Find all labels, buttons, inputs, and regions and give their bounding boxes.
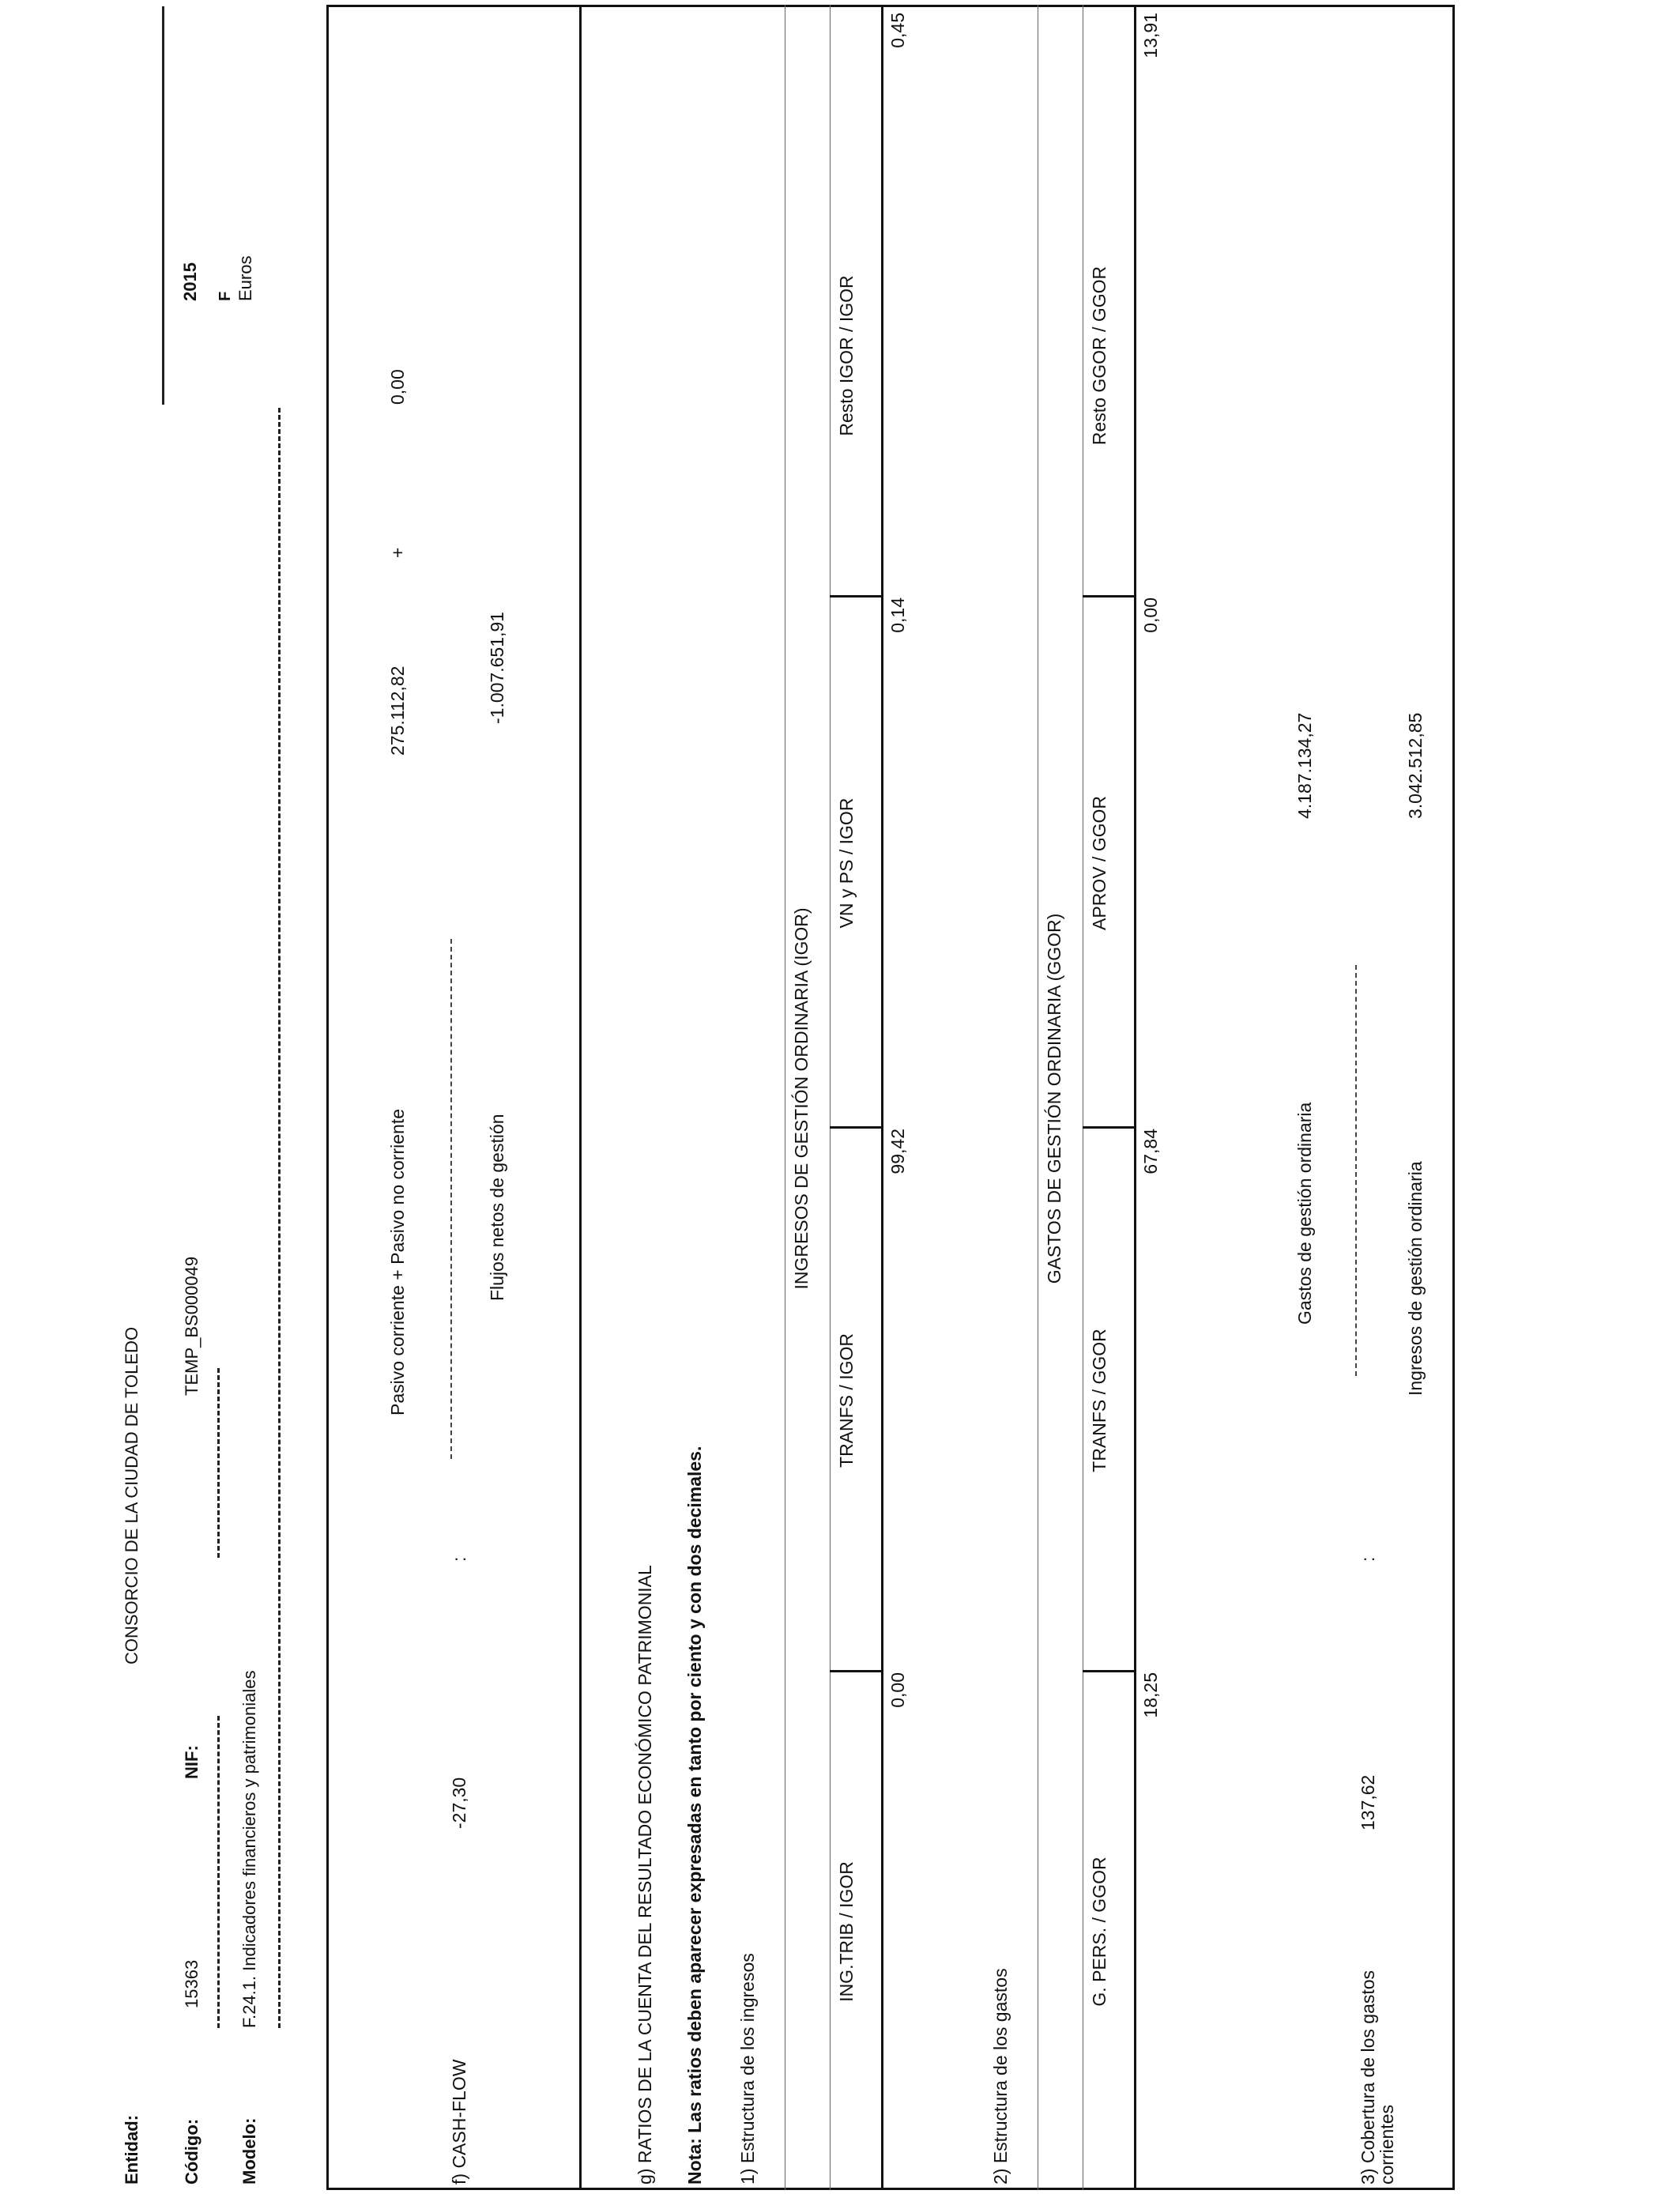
cobertura-colon: : (1358, 1556, 1378, 1562)
cobertura-label-line1: 3) Cobertura de los gastos (1358, 1970, 1378, 2185)
codigo-label: Código: (182, 2118, 202, 2185)
gastos-value-g-pers: 18,25 (1140, 1672, 1161, 1718)
frame-right-border (326, 5, 1452, 7)
cobertura-denominator-value: 3.042.512,85 (1405, 712, 1426, 819)
cobertura-value: 137,62 (1358, 1774, 1378, 1830)
cobertura-numerator-label: Gastos de gestión ordinaria (1294, 1102, 1315, 1325)
frame-left-border (326, 2188, 1452, 2190)
gastos-col-divider-1 (1083, 1670, 1134, 1672)
modelo-label: Modelo: (239, 2117, 259, 2185)
gastos-columns-bottom-line (1134, 5, 1136, 2190)
ingresos-value-tranfs: 99,42 (887, 1129, 908, 1174)
gastos-value-resto: 13,91 (1140, 13, 1161, 58)
cobertura-numerator-value: 4.187.134,27 (1294, 712, 1315, 819)
gastos-col-aprov: APROV / GGOR (1089, 796, 1109, 930)
ingresos-col-divider-2 (830, 1126, 881, 1129)
ingresos-structure-label: 1) Estructura de los ingresos (737, 1953, 758, 2185)
year-underline (162, 6, 164, 405)
ingresos-col-ing-trib: ING.TRIB / IGOR (836, 1861, 857, 2002)
gastos-structure-label: 2) Estructura de los gastos (990, 1968, 1011, 2185)
frame-top-border (326, 5, 329, 2190)
cobertura-label-line2: corrientes (1377, 2105, 1397, 2185)
cashflow-value: -27,30 (449, 1777, 469, 1829)
cobertura-fraction-line (1355, 965, 1357, 1376)
cashflow-plus-sign: + (387, 547, 408, 558)
ingresos-value-vn-ps: 0,14 (887, 598, 908, 633)
report-type: F (217, 291, 234, 301)
ingresos-col-resto: Resto IGOR / IGOR (836, 275, 857, 436)
cashflow-section-separator (579, 5, 582, 2190)
nif-label: NIF: (182, 1745, 202, 1779)
cashflow-denominator-value: -1.007.651,91 (487, 612, 507, 724)
cashflow-extra-value: 0,00 (387, 369, 408, 405)
ingresos-value-resto: 0,45 (887, 13, 908, 48)
ingresos-col-divider-1 (830, 1670, 881, 1672)
currency-label: Euros (235, 255, 255, 301)
ingresos-columns-bottom-line (881, 5, 883, 2190)
ingresos-group-header-bottom-line (830, 5, 831, 2190)
cashflow-denominator-label: Flujos netos de gestión (487, 1114, 507, 1301)
gastos-col-tranfs: TRANFS / GGOR (1089, 1329, 1109, 1472)
gastos-value-tranfs: 67,84 (1140, 1129, 1161, 1174)
cashflow-colon: : (449, 1556, 469, 1562)
ingresos-value-ing-trib: 0,00 (887, 1672, 908, 1708)
gastos-col-divider-3 (1083, 595, 1134, 598)
ratios-title: g) RATIOS DE LA CUENTA DEL RESULTADO ECONÓMICO PATRIMONIAL (635, 1565, 655, 2185)
entidad-value: CONSORCIO DE LA CIUDAD DE TOLEDO (122, 1326, 141, 1664)
cashflow-label: f) CASH-FLOW (449, 2059, 469, 2185)
gastos-value-aprov: 0,00 (1140, 598, 1161, 633)
gastos-col-resto: Resto GGOR / GGOR (1089, 266, 1109, 446)
ingresos-col-tranfs: TRANFS / IGOR (836, 1333, 857, 1468)
cashflow-numerator-label: Pasivo corriente + Pasivo no corriente (387, 1108, 408, 1416)
codigo-value: 15363 (182, 1959, 202, 2008)
cashflow-fraction-line (450, 939, 452, 1459)
cobertura-denominator-label: Ingresos de gestión ordinaria (1405, 1161, 1426, 1396)
nif-dashed-underline (217, 1368, 220, 1558)
report-year: 2015 (180, 262, 200, 301)
gastos-group-header: GASTOS DE GESTIÓN ORDINARIA (GGOR) (1044, 913, 1064, 1284)
ingresos-col-vn-ps: VN y PS / IGOR (836, 797, 857, 929)
modelo-value: F.24.1. Indicadores financieros y patrimoniales (239, 1670, 259, 2028)
ratios-note: Nota: Las ratios deben aparecer expresadas en tanto por ciento y con dos decimales. (684, 1446, 705, 2185)
ingresos-group-header: INGRESOS DE GESTIÓN ORDINARIA (IGOR) (791, 907, 812, 1290)
entidad-label: Entidad: (122, 2115, 141, 2185)
frame-bottom-border (1452, 5, 1455, 2190)
gastos-col-g-pers: G. PERS. / GGOR (1089, 1857, 1109, 2007)
gastos-col-divider-2 (1083, 1126, 1134, 1129)
ingresos-col-divider-3 (830, 595, 881, 598)
cashflow-numerator-value: 275.112,82 (387, 665, 408, 756)
modelo-dashed-underline (278, 408, 281, 2028)
codigo-dashed-underline (217, 1716, 220, 2028)
nif-value: TEMP_BS000049 (182, 1256, 202, 1396)
